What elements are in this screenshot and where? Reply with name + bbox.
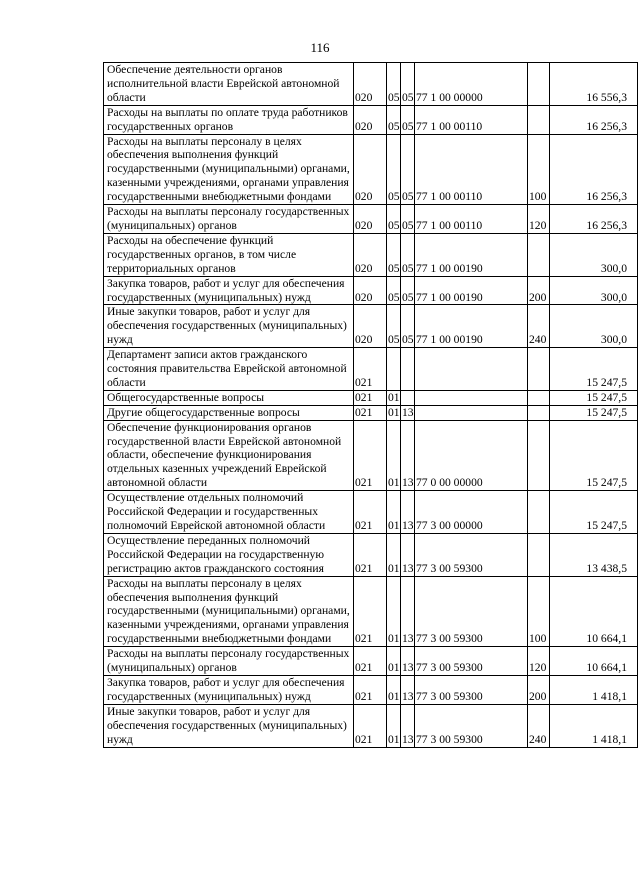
target-article-code — [415, 390, 528, 405]
subsection-code: 05 — [401, 105, 415, 134]
subsection-code: 13 — [401, 420, 415, 491]
target-article-code: 77 3 00 59300 — [415, 533, 528, 576]
row-name: Департамент записи актов гражданского состояния правительства Еврейской автономной области — [104, 348, 354, 391]
expense-type-code: 120 — [528, 205, 550, 234]
table-row — [104, 305, 638, 348]
subsection-code: 05 — [401, 233, 415, 276]
amount: 16 256,3 — [550, 105, 638, 134]
row-name: Осуществление переданных полномочий Российской Федерации на государственную регистрацию актов гражданского состояния — [104, 533, 354, 576]
amount: 15 247,5 — [550, 390, 638, 405]
ministry-code: 020 — [354, 134, 387, 205]
section-code: 01 — [388, 390, 400, 404]
subsection-code: 13 — [401, 491, 415, 534]
subsection-code — [401, 348, 415, 391]
target-article-code: 77 3 00 59300 — [415, 704, 528, 747]
ministry-code: 021 — [354, 491, 387, 534]
ministry-code: 021 — [354, 704, 387, 747]
section-code: 01 — [387, 491, 401, 534]
expense-type-code — [528, 390, 550, 405]
ministry-code: 021 — [354, 675, 387, 704]
budget-table — [103, 62, 638, 748]
expense-type-code — [528, 233, 550, 276]
section-code: 01 — [387, 533, 401, 576]
target-article-code: 77 1 00 00110 — [415, 105, 528, 134]
section-code: 05 — [387, 233, 401, 276]
expense-type-code: 120 — [528, 647, 550, 676]
row-name: Иные закупки товаров, работ и услуг для обеспечения государственных (муниципальных) нужд — [104, 305, 354, 348]
table-row — [104, 63, 638, 106]
expense-type-code — [528, 491, 550, 534]
row-name: Расходы на выплаты персоналу в целях обеспечения выполнения функций государственными (муниципальными) органами, казенными учреждениями, органами управления государственными внебюджетными фондами — [104, 576, 354, 647]
section-code: 01 — [388, 405, 400, 419]
target-article-code — [415, 405, 528, 420]
row-name: Иные закупки товаров, работ и услуг для обеспечения государственных (муниципальных) нужд — [104, 704, 354, 747]
ministry-code: 021 — [354, 390, 387, 405]
target-article-code: 77 1 00 00110 — [415, 205, 528, 234]
subsection-code: 13 — [401, 576, 415, 647]
target-article-code: 77 1 00 00190 — [415, 233, 528, 276]
section-code: 01 — [387, 647, 401, 676]
target-article-code: 77 1 00 00190 — [415, 305, 528, 348]
row-name: Расходы на выплаты по оплате труда работников государственных органов — [104, 105, 354, 134]
table-row — [104, 105, 638, 134]
row-name: Обеспечение деятельности органов исполнительной власти Еврейской автономной области — [104, 63, 354, 106]
expense-type-code — [528, 105, 550, 134]
amount: 15 247,5 — [550, 420, 638, 491]
amount: 13 438,5 — [550, 533, 638, 576]
subsection-code: 05 — [401, 305, 415, 348]
target-article-code: 77 3 00 59300 — [415, 647, 528, 676]
section-code — [387, 348, 401, 391]
subsection-code: 13 — [401, 647, 415, 676]
ministry-code: 021 — [354, 533, 387, 576]
row-name: Расходы на выплаты персоналу в целях обеспечения выполнения функций государственными (муниципальными) органами, казенными учреждениями, органами управления государственными внебюджетными фондами — [104, 134, 354, 205]
target-article-code — [415, 348, 528, 391]
ministry-code: 020 — [354, 276, 387, 305]
row-name: Закупка товаров, работ и услуг для обеспечения государственных (муниципальных) нужд — [104, 675, 354, 704]
table-row — [104, 134, 638, 205]
section-code: 05 — [387, 276, 401, 305]
ministry-code: 020 — [354, 205, 387, 234]
table-row — [104, 675, 638, 704]
ministry-code: 021 — [354, 348, 387, 391]
section-code: 05 — [387, 134, 401, 205]
ministry-code: 021 — [354, 420, 387, 491]
section-code: 05 — [387, 205, 401, 234]
table-row — [104, 533, 638, 576]
section-code: 05 — [387, 63, 401, 106]
table-row — [104, 348, 638, 391]
subsection-code: 13 — [402, 405, 414, 419]
target-article-code: 77 1 00 00190 — [415, 276, 528, 305]
amount: 300,0 — [550, 233, 638, 276]
section-code: 05 — [387, 305, 401, 348]
ministry-code: 020 — [354, 305, 387, 348]
expense-type-code — [528, 420, 550, 491]
target-article-code: 77 1 00 00000 — [415, 63, 528, 106]
amount: 10 664,1 — [550, 576, 638, 647]
expense-type-code: 200 — [528, 276, 550, 305]
subsection-code: 05 — [401, 63, 415, 106]
expense-type-code — [528, 533, 550, 576]
expense-type-code — [528, 63, 550, 106]
page-number: 116 — [310, 40, 330, 55]
subsection-code — [401, 390, 415, 405]
expense-type-code — [528, 405, 550, 420]
subsection-code: 05 — [401, 205, 415, 234]
ministry-code: 020 — [354, 105, 387, 134]
expense-type-code: 240 — [528, 704, 550, 747]
subsection-code: 05 — [401, 134, 415, 205]
ministry-code: 021 — [354, 405, 387, 420]
amount: 1 418,1 — [550, 704, 638, 747]
row-name: Расходы на выплаты персоналу государственных (муниципальных) органов — [104, 647, 354, 676]
section-code: 01 — [387, 420, 401, 491]
row-name: Расходы на выплаты персоналу государственных (муниципальных) органов — [104, 205, 354, 234]
expense-type-code: 100 — [528, 134, 550, 205]
amount: 15 247,5 — [550, 348, 638, 391]
row-name: Общегосударственные вопросы — [104, 390, 354, 405]
row-name: Расходы на обеспечение функций государственных органов, в том числе территориальных органов — [104, 233, 354, 276]
section-code: 01 — [387, 576, 401, 647]
amount: 16 256,3 — [550, 205, 638, 234]
target-article-code: 77 3 00 59300 — [415, 675, 528, 704]
table-row — [104, 420, 638, 491]
amount: 10 664,1 — [550, 647, 638, 676]
amount: 16 556,3 — [550, 63, 638, 106]
table-row — [104, 576, 638, 647]
subsection-code: 13 — [401, 533, 415, 576]
ministry-code: 021 — [354, 576, 387, 647]
table-row — [104, 233, 638, 276]
ministry-code: 021 — [354, 647, 387, 676]
subsection-code: 05 — [401, 276, 415, 305]
table-row — [104, 647, 638, 676]
target-article-code: 77 3 00 59300 — [415, 576, 528, 647]
expense-type-code — [528, 348, 550, 391]
amount: 15 247,5 — [550, 491, 638, 534]
subsection-code: 13 — [401, 675, 415, 704]
amount: 1 418,1 — [550, 675, 638, 704]
ministry-code: 020 — [354, 233, 387, 276]
ministry-code: 020 — [354, 63, 387, 106]
row-name: Другие общегосударственные вопросы — [104, 405, 354, 420]
row-name: Осуществление отдельных полномочий Российской Федерации и государственных полномочий Еврейской автономной области — [104, 491, 354, 534]
subsection-code: 13 — [401, 704, 415, 747]
section-code: 01 — [387, 704, 401, 747]
target-article-code: 77 0 00 00000 — [415, 420, 528, 491]
expense-type-code: 240 — [528, 305, 550, 348]
table-row — [104, 491, 638, 534]
section-code: 01 — [387, 675, 401, 704]
target-article-code: 77 3 00 00000 — [415, 491, 528, 534]
row-name: Закупка товаров, работ и услуг для обеспечения государственных (муниципальных) нужд — [104, 276, 354, 305]
table-row — [104, 405, 638, 420]
amount: 16 256,3 — [550, 134, 638, 205]
table-row — [104, 205, 638, 234]
row-name: Обеспечение функционирования органов государственной власти Еврейской автономной области, обеспечение функционирования отдельных казенных учреждений Еврейской автономной области — [104, 420, 354, 491]
amount: 300,0 — [550, 276, 638, 305]
table-row — [104, 276, 638, 305]
amount: 15 247,5 — [550, 405, 638, 420]
expense-type-code: 200 — [528, 675, 550, 704]
amount: 300,0 — [550, 305, 638, 348]
table-row — [104, 704, 638, 747]
expense-type-code: 100 — [528, 576, 550, 647]
section-code: 05 — [387, 105, 401, 134]
table-row — [104, 390, 638, 405]
target-article-code: 77 1 00 00110 — [415, 134, 528, 205]
